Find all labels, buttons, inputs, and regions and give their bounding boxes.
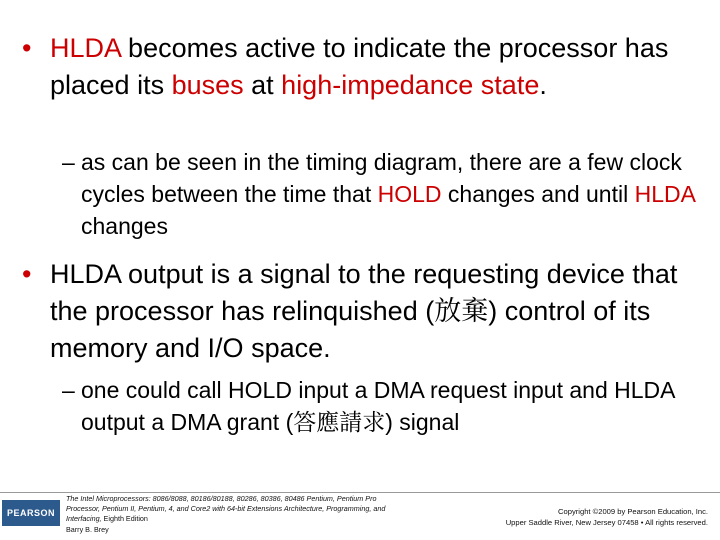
book-author: Barry B. Brey (66, 524, 109, 534)
text-run: HOLD (377, 181, 442, 207)
text-run: HLDA (50, 33, 121, 63)
text-run: as can be seen in the timing diagram, there are a few clock cycles between the time that (81, 149, 682, 207)
text-run: high-impedance state (281, 70, 540, 100)
text-run: becomes active to indicate the processor has placed its (50, 33, 669, 100)
text-run: HLDA (634, 181, 695, 207)
address-line: Upper Saddle River, New Jersey 07458 • All rights reserved. (505, 518, 708, 527)
text-run: changes and until (441, 181, 635, 207)
book-citation (66, 494, 396, 535)
subbullet-text (81, 146, 701, 242)
text-run: changes (81, 213, 168, 239)
subbullet-marker: – (62, 149, 75, 175)
bullet-text (50, 256, 714, 367)
bullet-marker: • (22, 33, 32, 63)
copyright-line: Copyright ©2009 by Pearson Education, Inc. (558, 507, 708, 516)
book-title: The Intel Microprocessors: 8086/8088, 80186/80188, 80286, 80386, 80486 Pentium, Pentium Pro Processor, Pentium II, Pentium, 4, and Core2 with 64-bit Extensions Architecture, Programming, and Interfacing, (66, 494, 386, 524)
text-run: HLDA output is a signal to the requesting device that the processor has relinquished (放棄) control of its memory and I/O space. (50, 259, 678, 363)
text-run: at (243, 70, 282, 100)
copyright-notice (408, 506, 708, 528)
text-run: one could call HOLD input a DMA request input and HLDA output a DMA grant (答應請求) signal (81, 377, 675, 435)
pearson-logo: PEARSON (2, 500, 60, 526)
bullet-text (50, 30, 714, 104)
footer-divider (0, 492, 720, 493)
bullet-marker: • (22, 259, 32, 289)
subbullet-text (81, 374, 701, 438)
text-run: buses (171, 70, 244, 100)
text-run: . (539, 70, 547, 100)
book-edition: Eighth Edition (101, 514, 148, 524)
subbullet-marker: – (62, 377, 75, 403)
